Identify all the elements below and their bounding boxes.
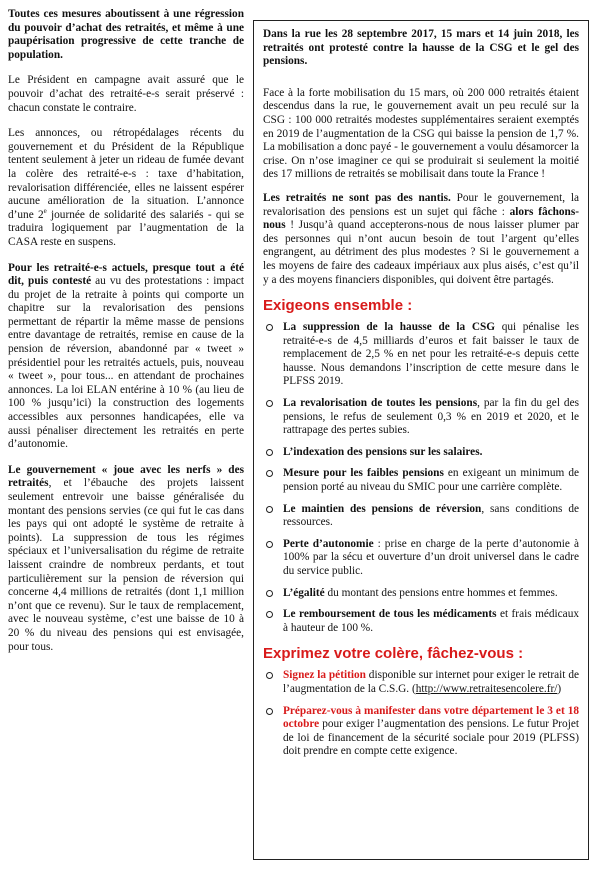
list-item [263,587,579,601]
left-column [8,8,244,666]
not-wealthy-paragraph [263,192,579,287]
petition-text-b: ) [557,682,562,695]
right-boxed-column [253,20,589,860]
announcements-text-b: journée de solidarité des salariés - qui se traduira logiquement par l’augmentation de la CASA reste en suspens. [8,208,244,248]
demand-lead: Mesure pour les faibles pensions [283,467,444,480]
list-item [263,321,579,389]
not-wealthy-emphasis: alors fâchons-nous [263,205,579,232]
list-item [263,467,579,494]
demand-text: qui pénalise les retraité-e-s de 4,5 milliards d’euros et fait baisser le taux de remplacement de 2,5 % en net pour les retraité-e-s depuis cette hausse. Nous demandons l’inscription de cette mesure dans le PLFSS 2019. [283,321,579,388]
demand-text: du montant des pensions entre hommes et femmes. [324,586,558,599]
not-wealthy-text-a: Pour le gouvernement, la revalorisation des pensions est un sujet qui fâche : [263,191,579,218]
demand-lead: La suppression de la hausse de la CSG [283,321,496,334]
demand-lead: L’égalité [283,586,325,599]
demand-text: , sans conditions de ressources. [283,502,580,529]
intro-paragraph: Toutes ces mesures aboutissent à une régression du pouvoir d’achat des retraités, et même à une paupérisation progressive de cette tranche de population. [8,8,244,61]
actions-heading: Exprimez votre colère, fâchez-vous : [263,645,524,663]
list-item [263,669,579,696]
not-wealthy-text-b: ! Jusqu’à quand accepterons-nous de nous laisser plumer par des personnes qui n’ont aucun besoin de tout l’argent qu’elles engrangent, au détriment des plus modestes ? Si le gouvernement a les moyens de faire des cadeaux impériaux aux plus aisés, c’est qu’il y a des moyens financiers disponibles, qui doivent être partagés. [263,219,579,286]
ordinal-sup: e [43,206,47,215]
list-item [263,446,579,460]
not-wealthy-lead: Les retraités ne sont pas des nantis. [263,191,451,204]
announcements-text-a: Les annonces, ou rétropédalages récents du gouvernement et du Président de la République tentent seulement à jeter un rideau de fumée devant la colère des retraité-e-s : taxe d’habitation, revalorisation différenciée, elles ne laissent espérer aucune amélioration de la situation. L’annonce d’une 2 [8,127,244,221]
list-item [263,705,579,759]
demand-text: en exigeant un minimum de pension porté au niveau du SMIC pour une carrière complète. [283,467,579,494]
demand-text: , par la fin du gel des pensions, le refus de seulement 0,3 % en 2019 et 2020, et le rattrapage des pertes subies. [283,397,579,437]
demand-lead: Le maintien des pensions de réversion [283,502,482,515]
government-lead: Le gouvernement « joue avec les nerfs » des retraités [8,463,244,490]
list-item [263,503,579,530]
circle-bullet-icon [266,506,273,513]
current-retirees-lead: Pour les retraité-e-s actuels, presque tout a été dit, puis contesté [8,261,244,288]
demands-list [263,321,579,635]
demand-text: : prise en charge de la perte d’autonomie à 100% par la sécu et ouverture d’un droit universel dans le cadre du service public. [283,537,579,577]
petition-link[interactable]: http://www.retraitesencolere.fr/ [415,682,558,695]
list-item [263,538,579,579]
circle-bullet-icon [266,541,273,548]
lead-paragraph: Dans la rue les 28 septembre 2017, 15 mars et 14 juin 2018, les retraités ont protesté contre la hausse de la CSG et le gel des pensions. [263,28,579,68]
current-retirees-paragraph [8,262,244,452]
circle-bullet-icon [266,672,273,679]
demand-lead: Perte d’autonomie [283,537,374,550]
announcements-paragraph [8,127,244,249]
demand-lead: L’indexation des pensions sur les salaires. [283,445,483,458]
circle-bullet-icon [266,324,273,331]
petition-text-a: disponible sur internet pour exiger le retrait de l’augmentation de la C.S.G. ( [283,669,579,695]
current-retirees-text: au vu des protestations : impact du projet de la retraite à points qui comporte un chapitre sur la revalorisation des pensions permettant de répartir la même masse de pensions entre davantage de retraités, remise en cause de la pension de réversion, abandonné par « tweet » présidentiel pour les retraités actuels, puis, nouveau « tweet », pour tous... en attendant de prochaines annonces. La loi ELAN entérine à 10 % (au lieu de 100 % jusqu’ici) la construction des logements accessibles aux personnes handicapées, elle va aussi pénaliser directement les retraités en perte d’autonomie. [8,275,244,451]
circle-bullet-icon [266,400,273,407]
government-paragraph [8,464,244,654]
demand-lead: La revalorisation de toutes les pensions [283,397,478,410]
circle-bullet-icon [266,708,273,715]
government-text: , et l’ébauche des projets laissent seulement entrevoir une baisse généralisée du montant des pensions servies (ce qui fut le cas dans les pays qui ont adopté le système de retraite à points). La suppression de tous les régimes spéciaux et l’universalisation du régime de retraite laissent craindre de nombreux perdants, et tout particulièrement sur la pension de réversion qui concerne 4,4 millions de retraités (dont 1,1 million n’ont que ce revenu). Sur le taux de remplacement, avec le nouveau système, c’est une baisse de 10 à 20 % du niveau des pensions qui est envisagée, pour tous. [8,477,244,653]
petition-lead: Signez la pétition [283,669,366,682]
president-paragraph: Le Président en campagne avait assuré que le pouvoir d’achat des retraité-e-s serait préservé : chacun constate le contraire. [8,74,244,114]
circle-bullet-icon [266,590,273,597]
demands-heading: Exigeons ensemble : [263,297,413,315]
list-item [263,397,579,438]
circle-bullet-icon [266,470,273,477]
list-item [263,608,579,635]
demonstrate-lead: Préparez-vous à manifester dans votre département le 3 et 18 octobre [283,704,579,731]
actions-list [263,669,579,759]
circle-bullet-icon [266,611,273,618]
mobilisation-paragraph: Face à la forte mobilisation du 15 mars, où 200 000 retraités étaient descendus dans la rue, le gouvernement avait un peu reculé sur la CSG : 100 000 retraités modestes supplémentaires seraient exemptés en 2019 de l’augmentation de la CSG qui baisse la pension de 1,7 %. La mobilisation a donc payé - le gouvernement a voulu désamorcer la crise. On n’ose imaginer ce qui se produirait si seulement la moitié des 17 millions de retraités se mobilisait dans toute la France ! [263,86,579,181]
circle-bullet-icon [266,449,273,456]
demand-text: et frais médicaux à hauteur de 100 %. [283,608,579,634]
demonstrate-text: pour exiger l’augmentation des pensions. Le futur Projet de loi de financement de la sécurité sociale pour 2019 (PLFSS) doit prendre en compte cette exigence. [283,718,579,758]
demand-lead: Le remboursement de tous les médicaments [283,608,497,621]
